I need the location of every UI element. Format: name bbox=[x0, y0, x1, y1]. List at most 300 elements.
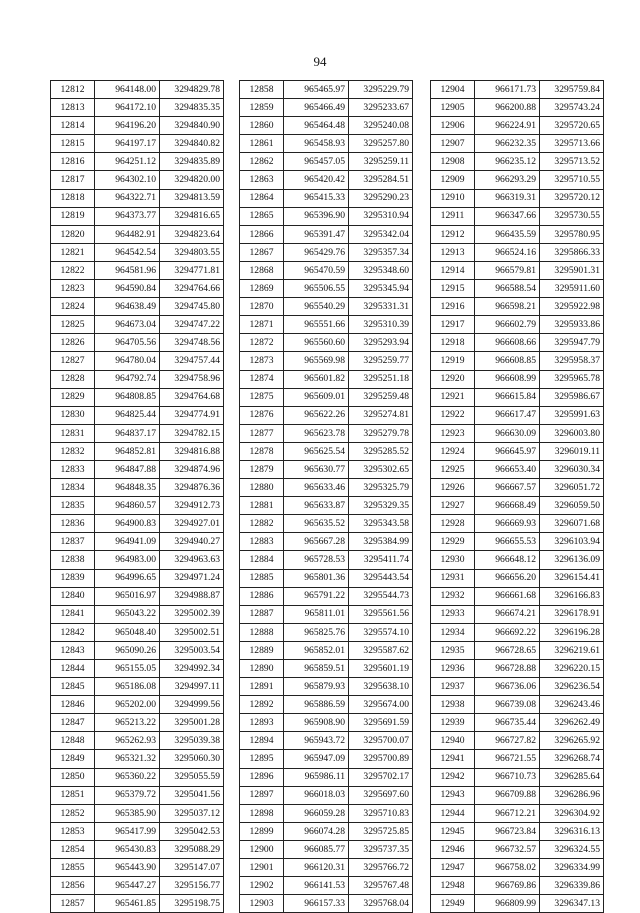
point-number-cell: 12851 bbox=[51, 786, 95, 804]
y-coordinate-cell: 3295343.58 bbox=[349, 515, 413, 533]
table-row bbox=[240, 877, 413, 895]
x-coordinate-cell: 965540.29 bbox=[284, 298, 349, 316]
point-number-cell: 12821 bbox=[51, 243, 95, 261]
x-coordinate-cell: 965622.26 bbox=[284, 406, 349, 424]
x-coordinate-cell: 966232.35 bbox=[475, 135, 540, 153]
y-coordinate-cell: 3294997.11 bbox=[160, 678, 224, 696]
y-coordinate-cell: 3295574.10 bbox=[349, 623, 413, 641]
table-row bbox=[51, 189, 224, 207]
x-coordinate-cell: 964251.12 bbox=[95, 153, 160, 171]
table-row bbox=[431, 261, 604, 279]
table-row bbox=[431, 406, 604, 424]
point-number-cell: 12826 bbox=[51, 334, 95, 352]
point-number-cell: 12883 bbox=[240, 533, 284, 551]
x-coordinate-cell: 966615.84 bbox=[475, 388, 540, 406]
x-coordinate-cell: 964837.17 bbox=[95, 424, 160, 442]
point-number-cell: 12828 bbox=[51, 370, 95, 388]
point-number-cell: 12869 bbox=[240, 280, 284, 298]
x-coordinate-cell: 965635.52 bbox=[284, 515, 349, 533]
y-coordinate-cell: 3296166.83 bbox=[540, 587, 604, 605]
table-row bbox=[431, 859, 604, 877]
point-number-cell: 12850 bbox=[51, 768, 95, 786]
x-coordinate-cell: 964322.71 bbox=[95, 189, 160, 207]
table-row bbox=[431, 587, 604, 605]
y-coordinate-cell: 3295284.51 bbox=[349, 171, 413, 189]
x-coordinate-cell: 966319.31 bbox=[475, 189, 540, 207]
table-row bbox=[51, 623, 224, 641]
point-number-cell: 12870 bbox=[240, 298, 284, 316]
x-coordinate-cell: 966692.22 bbox=[475, 623, 540, 641]
x-coordinate-cell: 964638.49 bbox=[95, 298, 160, 316]
table-row bbox=[51, 641, 224, 659]
x-coordinate-cell: 964996.65 bbox=[95, 569, 160, 587]
point-number-cell: 12832 bbox=[51, 442, 95, 460]
y-coordinate-cell: 3294764.66 bbox=[160, 280, 224, 298]
point-number-cell: 12853 bbox=[51, 822, 95, 840]
point-number-cell: 12928 bbox=[431, 515, 475, 533]
y-coordinate-cell: 3295710.55 bbox=[540, 171, 604, 189]
table-row bbox=[431, 153, 604, 171]
table-row bbox=[51, 587, 224, 605]
table-row bbox=[431, 515, 604, 533]
x-coordinate-cell: 965943.72 bbox=[284, 732, 349, 750]
table-row bbox=[431, 99, 604, 117]
x-coordinate-cell: 966617.47 bbox=[475, 406, 540, 424]
x-coordinate-cell: 965506.55 bbox=[284, 280, 349, 298]
y-coordinate-cell: 3294764.68 bbox=[160, 388, 224, 406]
x-coordinate-cell: 964148.00 bbox=[95, 81, 160, 99]
table-row bbox=[240, 316, 413, 334]
table-row bbox=[51, 388, 224, 406]
table-row bbox=[431, 786, 604, 804]
table-row bbox=[240, 786, 413, 804]
point-number-cell: 12819 bbox=[51, 207, 95, 225]
y-coordinate-cell: 3295002.39 bbox=[160, 605, 224, 623]
x-coordinate-cell: 965859.51 bbox=[284, 660, 349, 678]
point-number-cell: 12878 bbox=[240, 442, 284, 460]
x-coordinate-cell: 965466.49 bbox=[284, 99, 349, 117]
x-coordinate-cell: 964172.10 bbox=[95, 99, 160, 117]
table-row bbox=[431, 352, 604, 370]
point-number-cell: 12835 bbox=[51, 497, 95, 515]
x-coordinate-cell: 965430.83 bbox=[95, 840, 160, 858]
y-coordinate-cell: 3294748.56 bbox=[160, 334, 224, 352]
point-number-cell: 12890 bbox=[240, 660, 284, 678]
x-coordinate-cell: 964197.17 bbox=[95, 135, 160, 153]
table-row bbox=[431, 750, 604, 768]
table-row bbox=[240, 533, 413, 551]
y-coordinate-cell: 3295233.67 bbox=[349, 99, 413, 117]
x-coordinate-cell: 966674.21 bbox=[475, 605, 540, 623]
x-coordinate-cell: 965461.85 bbox=[95, 895, 160, 913]
x-coordinate-cell: 966018.03 bbox=[284, 786, 349, 804]
table-row bbox=[51, 370, 224, 388]
point-number-cell: 12913 bbox=[431, 243, 475, 261]
x-coordinate-cell: 965630.77 bbox=[284, 460, 349, 478]
y-coordinate-cell: 3294874.96 bbox=[160, 460, 224, 478]
y-coordinate-cell: 3296059.50 bbox=[540, 497, 604, 515]
point-number-cell: 12888 bbox=[240, 623, 284, 641]
table-row bbox=[51, 678, 224, 696]
x-coordinate-cell: 964941.09 bbox=[95, 533, 160, 551]
table-row bbox=[431, 207, 604, 225]
y-coordinate-cell: 3296136.09 bbox=[540, 551, 604, 569]
y-coordinate-cell: 3294992.34 bbox=[160, 660, 224, 678]
x-coordinate-cell: 966655.53 bbox=[475, 533, 540, 551]
table-row bbox=[240, 460, 413, 478]
table-row bbox=[240, 551, 413, 569]
table-row bbox=[51, 442, 224, 460]
x-coordinate-cell: 965458.93 bbox=[284, 135, 349, 153]
table-row bbox=[51, 460, 224, 478]
x-coordinate-cell: 965625.54 bbox=[284, 442, 349, 460]
y-coordinate-cell: 3294757.44 bbox=[160, 352, 224, 370]
y-coordinate-cell: 3295702.17 bbox=[349, 768, 413, 786]
y-coordinate-cell: 3294940.27 bbox=[160, 533, 224, 551]
x-coordinate-cell: 966809.99 bbox=[475, 895, 540, 913]
y-coordinate-cell: 3296019.11 bbox=[540, 442, 604, 460]
table-row bbox=[431, 732, 604, 750]
table-row bbox=[240, 117, 413, 135]
y-coordinate-cell: 3295331.31 bbox=[349, 298, 413, 316]
y-coordinate-cell: 3294835.35 bbox=[160, 99, 224, 117]
x-coordinate-cell: 965202.00 bbox=[95, 696, 160, 714]
table-row bbox=[240, 696, 413, 714]
y-coordinate-cell: 3295710.83 bbox=[349, 804, 413, 822]
x-coordinate-cell: 965415.33 bbox=[284, 189, 349, 207]
y-coordinate-cell: 3295713.52 bbox=[540, 153, 604, 171]
y-coordinate-cell: 3295720.65 bbox=[540, 117, 604, 135]
table-row bbox=[431, 569, 604, 587]
y-coordinate-cell: 3294840.82 bbox=[160, 135, 224, 153]
point-number-cell: 12916 bbox=[431, 298, 475, 316]
y-coordinate-cell: 3296316.13 bbox=[540, 822, 604, 840]
y-coordinate-cell: 3294823.64 bbox=[160, 225, 224, 243]
point-number-cell: 12948 bbox=[431, 877, 475, 895]
table-row bbox=[240, 714, 413, 732]
x-coordinate-cell: 966059.28 bbox=[284, 804, 349, 822]
point-number-cell: 12904 bbox=[431, 81, 475, 99]
y-coordinate-cell: 3296265.92 bbox=[540, 732, 604, 750]
x-coordinate-cell: 965560.60 bbox=[284, 334, 349, 352]
x-coordinate-cell: 964542.54 bbox=[95, 243, 160, 261]
point-number-cell: 12854 bbox=[51, 840, 95, 858]
y-coordinate-cell: 3294927.01 bbox=[160, 515, 224, 533]
y-coordinate-cell: 3294816.88 bbox=[160, 442, 224, 460]
point-number-cell: 12866 bbox=[240, 225, 284, 243]
x-coordinate-cell: 965213.22 bbox=[95, 714, 160, 732]
coordinates-table-3 bbox=[430, 80, 604, 913]
y-coordinate-cell: 3295257.80 bbox=[349, 135, 413, 153]
y-coordinate-cell: 3295003.54 bbox=[160, 641, 224, 659]
y-coordinate-cell: 3295240.08 bbox=[349, 117, 413, 135]
x-coordinate-cell: 966769.86 bbox=[475, 877, 540, 895]
y-coordinate-cell: 3295060.30 bbox=[160, 750, 224, 768]
coordinates-table-2 bbox=[239, 80, 413, 913]
y-coordinate-cell: 3294820.00 bbox=[160, 171, 224, 189]
table-row bbox=[51, 768, 224, 786]
y-coordinate-cell: 3295279.78 bbox=[349, 424, 413, 442]
point-number-cell: 12852 bbox=[51, 804, 95, 822]
table-row bbox=[240, 243, 413, 261]
y-coordinate-cell: 3295965.78 bbox=[540, 370, 604, 388]
x-coordinate-cell: 964590.84 bbox=[95, 280, 160, 298]
point-number-cell: 12880 bbox=[240, 479, 284, 497]
x-coordinate-cell: 965321.32 bbox=[95, 750, 160, 768]
table-row bbox=[240, 442, 413, 460]
y-coordinate-cell: 3296347.13 bbox=[540, 895, 604, 913]
y-coordinate-cell: 3295759.84 bbox=[540, 81, 604, 99]
y-coordinate-cell: 3294963.63 bbox=[160, 551, 224, 569]
x-coordinate-cell: 964848.35 bbox=[95, 479, 160, 497]
table-row bbox=[240, 388, 413, 406]
x-coordinate-cell: 966758.02 bbox=[475, 859, 540, 877]
y-coordinate-cell: 3296324.55 bbox=[540, 840, 604, 858]
table-row bbox=[431, 678, 604, 696]
y-coordinate-cell: 3295986.67 bbox=[540, 388, 604, 406]
table-row bbox=[240, 189, 413, 207]
x-coordinate-cell: 965879.93 bbox=[284, 678, 349, 696]
x-coordinate-cell: 965728.53 bbox=[284, 551, 349, 569]
point-number-cell: 12844 bbox=[51, 660, 95, 678]
y-coordinate-cell: 3295866.33 bbox=[540, 243, 604, 261]
x-coordinate-cell: 965465.97 bbox=[284, 81, 349, 99]
y-coordinate-cell: 3295290.23 bbox=[349, 189, 413, 207]
table-row bbox=[240, 859, 413, 877]
point-number-cell: 12933 bbox=[431, 605, 475, 623]
point-number-cell: 12867 bbox=[240, 243, 284, 261]
x-coordinate-cell: 965443.90 bbox=[95, 859, 160, 877]
table-row bbox=[240, 822, 413, 840]
y-coordinate-cell: 3295274.81 bbox=[349, 406, 413, 424]
table-row bbox=[240, 370, 413, 388]
x-coordinate-cell: 966200.88 bbox=[475, 99, 540, 117]
x-coordinate-cell: 966120.31 bbox=[284, 859, 349, 877]
x-coordinate-cell: 966669.93 bbox=[475, 515, 540, 533]
x-coordinate-cell: 965633.46 bbox=[284, 479, 349, 497]
y-coordinate-cell: 3294971.24 bbox=[160, 569, 224, 587]
point-number-cell: 12836 bbox=[51, 515, 95, 533]
point-number-cell: 12812 bbox=[51, 81, 95, 99]
point-number-cell: 12924 bbox=[431, 442, 475, 460]
x-coordinate-cell: 965908.90 bbox=[284, 714, 349, 732]
table-row bbox=[51, 840, 224, 858]
point-number-cell: 12944 bbox=[431, 804, 475, 822]
table-row bbox=[431, 895, 604, 913]
point-number-cell: 12942 bbox=[431, 768, 475, 786]
x-coordinate-cell: 966739.08 bbox=[475, 696, 540, 714]
point-number-cell: 12919 bbox=[431, 352, 475, 370]
point-number-cell: 12879 bbox=[240, 460, 284, 478]
point-number-cell: 12884 bbox=[240, 551, 284, 569]
point-number-cell: 12894 bbox=[240, 732, 284, 750]
table-row bbox=[240, 515, 413, 533]
x-coordinate-cell: 966608.66 bbox=[475, 334, 540, 352]
table-row bbox=[240, 660, 413, 678]
y-coordinate-cell: 3295933.86 bbox=[540, 316, 604, 334]
table-row bbox=[431, 822, 604, 840]
point-number-cell: 12875 bbox=[240, 388, 284, 406]
point-number-cell: 12943 bbox=[431, 786, 475, 804]
y-coordinate-cell: 3295039.38 bbox=[160, 732, 224, 750]
x-coordinate-cell: 965886.59 bbox=[284, 696, 349, 714]
point-number-cell: 12857 bbox=[51, 895, 95, 913]
table-row bbox=[51, 334, 224, 352]
table-row bbox=[431, 316, 604, 334]
table-row bbox=[431, 497, 604, 515]
point-number-cell: 12917 bbox=[431, 316, 475, 334]
y-coordinate-cell: 3295911.60 bbox=[540, 280, 604, 298]
point-number-cell: 12937 bbox=[431, 678, 475, 696]
y-coordinate-cell: 3295037.12 bbox=[160, 804, 224, 822]
point-number-cell: 12868 bbox=[240, 261, 284, 279]
table-row bbox=[431, 623, 604, 641]
point-number-cell: 12918 bbox=[431, 334, 475, 352]
y-coordinate-cell: 3295156.77 bbox=[160, 877, 224, 895]
table-row bbox=[240, 406, 413, 424]
x-coordinate-cell: 964825.44 bbox=[95, 406, 160, 424]
x-coordinate-cell: 966608.99 bbox=[475, 370, 540, 388]
table-row bbox=[431, 225, 604, 243]
y-coordinate-cell: 3295310.39 bbox=[349, 316, 413, 334]
x-coordinate-cell: 965379.72 bbox=[95, 786, 160, 804]
point-number-cell: 12939 bbox=[431, 714, 475, 732]
point-number-cell: 12922 bbox=[431, 406, 475, 424]
y-coordinate-cell: 3295259.11 bbox=[349, 153, 413, 171]
y-coordinate-cell: 3295700.07 bbox=[349, 732, 413, 750]
table-row bbox=[240, 225, 413, 243]
x-coordinate-cell: 966736.06 bbox=[475, 678, 540, 696]
table-row bbox=[431, 696, 604, 714]
point-number-cell: 12877 bbox=[240, 424, 284, 442]
y-coordinate-cell: 3296285.64 bbox=[540, 768, 604, 786]
point-number-cell: 12837 bbox=[51, 533, 95, 551]
point-number-cell: 12930 bbox=[431, 551, 475, 569]
point-number-cell: 12946 bbox=[431, 840, 475, 858]
point-number-cell: 12839 bbox=[51, 569, 95, 587]
table-row bbox=[240, 497, 413, 515]
point-number-cell: 12887 bbox=[240, 605, 284, 623]
x-coordinate-cell: 965447.27 bbox=[95, 877, 160, 895]
table-row bbox=[51, 424, 224, 442]
point-number-cell: 12905 bbox=[431, 99, 475, 117]
point-number-cell: 12822 bbox=[51, 261, 95, 279]
table-row bbox=[431, 424, 604, 442]
y-coordinate-cell: 3294816.65 bbox=[160, 207, 224, 225]
y-coordinate-cell: 3295411.74 bbox=[349, 551, 413, 569]
point-number-cell: 12927 bbox=[431, 497, 475, 515]
table-row bbox=[431, 334, 604, 352]
point-number-cell: 12817 bbox=[51, 171, 95, 189]
table-row bbox=[51, 225, 224, 243]
x-coordinate-cell: 965420.42 bbox=[284, 171, 349, 189]
x-coordinate-cell: 964302.10 bbox=[95, 171, 160, 189]
x-coordinate-cell: 966728.88 bbox=[475, 660, 540, 678]
y-coordinate-cell: 3295329.35 bbox=[349, 497, 413, 515]
point-number-cell: 12903 bbox=[240, 895, 284, 913]
x-coordinate-cell: 964900.83 bbox=[95, 515, 160, 533]
x-coordinate-cell: 965457.05 bbox=[284, 153, 349, 171]
y-coordinate-cell: 3294758.96 bbox=[160, 370, 224, 388]
x-coordinate-cell: 964860.57 bbox=[95, 497, 160, 515]
y-coordinate-cell: 3295357.34 bbox=[349, 243, 413, 261]
y-coordinate-cell: 3295720.12 bbox=[540, 189, 604, 207]
point-number-cell: 12915 bbox=[431, 280, 475, 298]
x-coordinate-cell: 965811.01 bbox=[284, 605, 349, 623]
point-number-cell: 12843 bbox=[51, 641, 95, 659]
table-row bbox=[240, 678, 413, 696]
x-coordinate-cell: 965801.36 bbox=[284, 569, 349, 587]
x-coordinate-cell: 965396.90 bbox=[284, 207, 349, 225]
point-number-cell: 12947 bbox=[431, 859, 475, 877]
table-row bbox=[240, 895, 413, 913]
table-row bbox=[51, 750, 224, 768]
table-row bbox=[431, 479, 604, 497]
table-row bbox=[51, 859, 224, 877]
table-row bbox=[51, 804, 224, 822]
x-coordinate-cell: 965048.40 bbox=[95, 623, 160, 641]
point-number-cell: 12845 bbox=[51, 678, 95, 696]
point-number-cell: 12834 bbox=[51, 479, 95, 497]
x-coordinate-cell: 966735.44 bbox=[475, 714, 540, 732]
x-coordinate-cell: 965609.01 bbox=[284, 388, 349, 406]
x-coordinate-cell: 966608.85 bbox=[475, 352, 540, 370]
y-coordinate-cell: 3295691.59 bbox=[349, 714, 413, 732]
x-coordinate-cell: 966728.65 bbox=[475, 641, 540, 659]
y-coordinate-cell: 3295293.94 bbox=[349, 334, 413, 352]
y-coordinate-cell: 3295767.48 bbox=[349, 877, 413, 895]
x-coordinate-cell: 966524.16 bbox=[475, 243, 540, 261]
x-coordinate-cell: 964983.00 bbox=[95, 551, 160, 569]
table-row bbox=[431, 280, 604, 298]
table-row bbox=[240, 280, 413, 298]
x-coordinate-cell: 966602.79 bbox=[475, 316, 540, 334]
table-row bbox=[240, 81, 413, 99]
x-coordinate-cell: 964852.81 bbox=[95, 442, 160, 460]
x-coordinate-cell: 965464.48 bbox=[284, 117, 349, 135]
y-coordinate-cell: 3295638.10 bbox=[349, 678, 413, 696]
x-coordinate-cell: 964482.91 bbox=[95, 225, 160, 243]
x-coordinate-cell: 966074.28 bbox=[284, 822, 349, 840]
point-number-cell: 12921 bbox=[431, 388, 475, 406]
x-coordinate-cell: 966630.09 bbox=[475, 424, 540, 442]
point-number-cell: 12874 bbox=[240, 370, 284, 388]
point-number-cell: 12847 bbox=[51, 714, 95, 732]
table-row bbox=[51, 117, 224, 135]
y-coordinate-cell: 3295251.18 bbox=[349, 370, 413, 388]
table-row bbox=[431, 388, 604, 406]
x-coordinate-cell: 965262.93 bbox=[95, 732, 160, 750]
table-row bbox=[431, 189, 604, 207]
point-number-cell: 12849 bbox=[51, 750, 95, 768]
table-row bbox=[51, 895, 224, 913]
point-number-cell: 12872 bbox=[240, 334, 284, 352]
y-coordinate-cell: 3295700.89 bbox=[349, 750, 413, 768]
point-number-cell: 12925 bbox=[431, 460, 475, 478]
point-number-cell: 12846 bbox=[51, 696, 95, 714]
y-coordinate-cell: 3296286.96 bbox=[540, 786, 604, 804]
table-row bbox=[240, 261, 413, 279]
table-row bbox=[240, 99, 413, 117]
point-number-cell: 12911 bbox=[431, 207, 475, 225]
x-coordinate-cell: 965947.09 bbox=[284, 750, 349, 768]
y-coordinate-cell: 3295697.60 bbox=[349, 786, 413, 804]
y-coordinate-cell: 3294999.56 bbox=[160, 696, 224, 714]
table-row bbox=[51, 81, 224, 99]
table-row bbox=[431, 135, 604, 153]
point-number-cell: 12815 bbox=[51, 135, 95, 153]
point-number-cell: 12941 bbox=[431, 750, 475, 768]
